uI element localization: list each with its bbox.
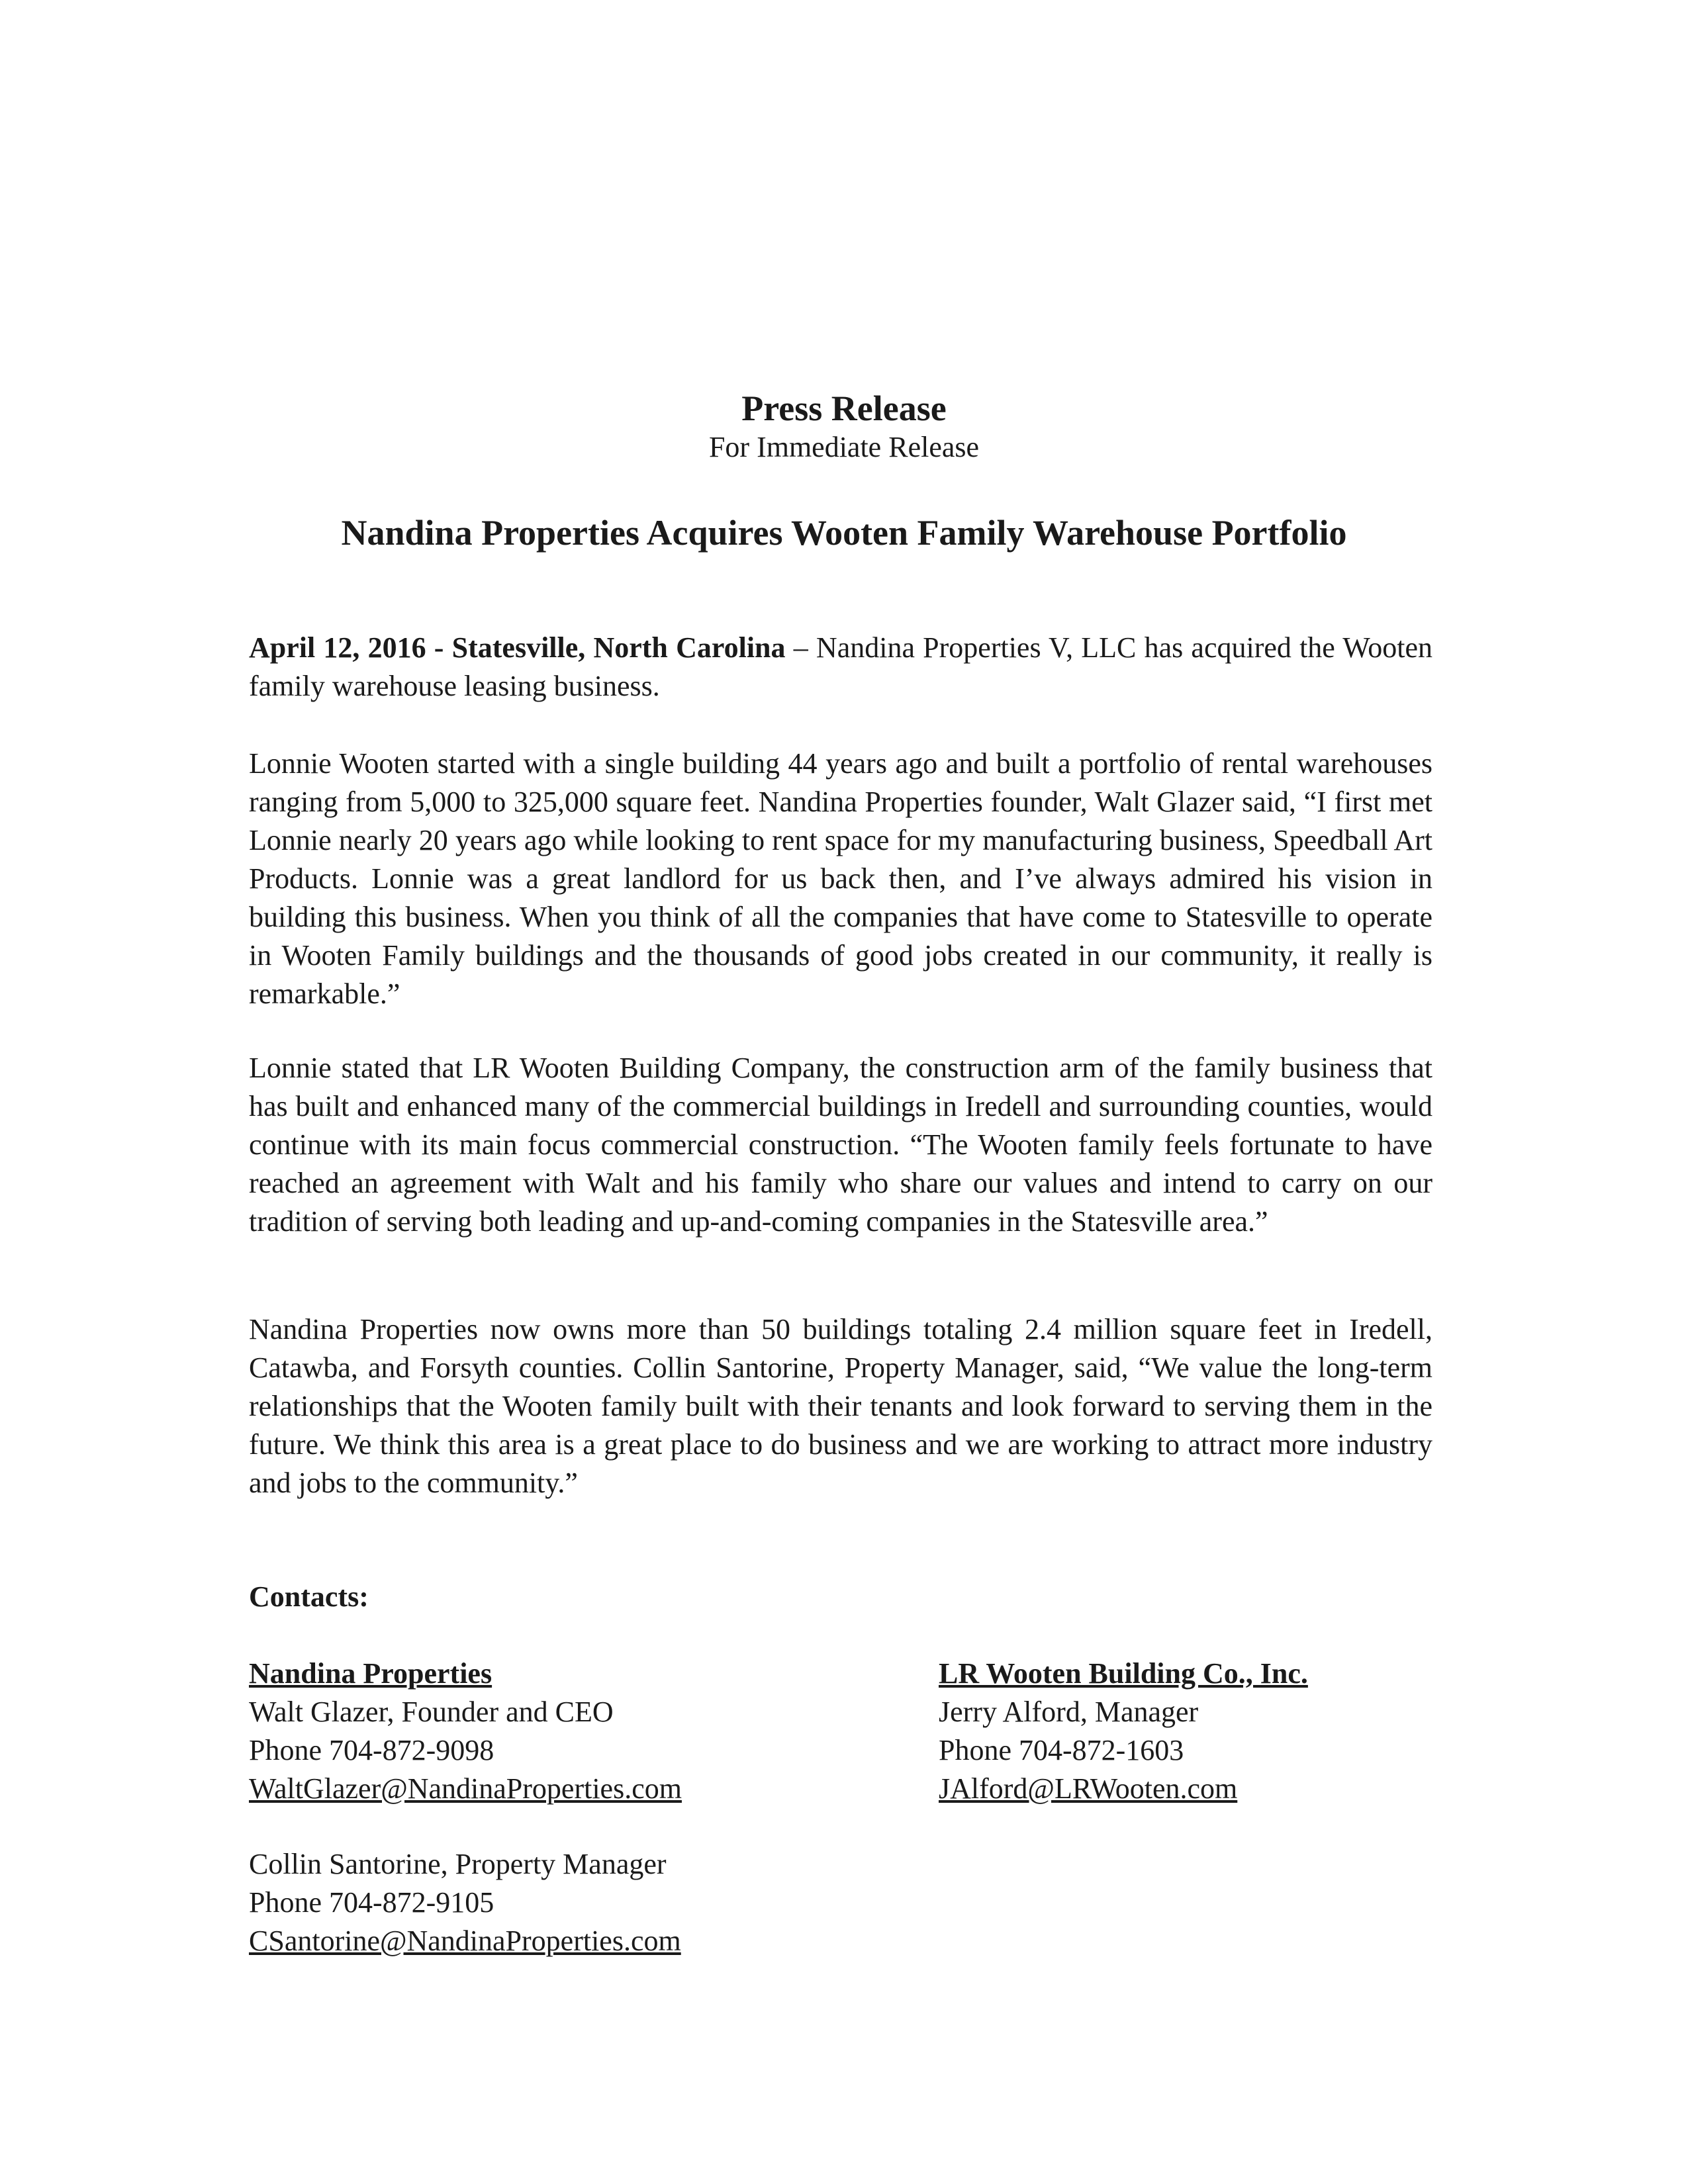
contact-nandina <box>249 1655 682 1808</box>
paragraph-2 <box>249 745 1432 1013</box>
contact-phone: Phone 704-872-9098 <box>249 1734 494 1766</box>
paragraph-4-text: Nandina Properties now owns more than 50 buildings totaling 2.4 million square feet in Iredell, Catawba, and Forsyth counties. Collin Santorine, Property Manager, said, “We value the long-term relationships that the Wooten family built with their tenants and look forward to serving them in the future. We think this area is a great place to do business and we are working to attract more industry and jobs to the community.” <box>249 1313 1432 1499</box>
paragraph-3 <box>249 1049 1432 1241</box>
contact-name: Collin Santorine, Property Manager <box>249 1848 667 1880</box>
contacts-heading: Contacts: <box>249 1580 369 1613</box>
contact-email-link[interactable]: CSantorine@NandinaProperties.com <box>249 1925 681 1957</box>
contact-org: Nandina Properties <box>249 1657 492 1690</box>
contact-name: Jerry Alford, Manager <box>939 1696 1199 1728</box>
contact-name: Walt Glazer, Founder and CEO <box>249 1696 614 1728</box>
paragraph-1-text: – Nandina Properties V, LLC has acquired the Wooten family warehouse leasing business. <box>249 631 1432 702</box>
paragraph-4 <box>249 1310 1432 1502</box>
document-title: Press Release <box>741 388 947 428</box>
contact-org: LR Wooten Building Co., Inc. <box>939 1657 1308 1690</box>
contact-wooten <box>939 1655 1308 1808</box>
paragraph-3-text: Lonnie stated that LR Wooten Building Company, the construction arm of the family business that has built and enhanced many of the commercial buildings in Iredell and surrounding counties, would continue with its main focus commercial construction. “The Wooten family feels fortunate to have reached an agreement with Walt and his family who share our values and intend to carry on our tradition of serving both leading and up-and-coming companies in the Statesville area.” <box>249 1052 1432 1238</box>
headline: Nandina Properties Acquires Wooten Family Warehouse Portfolio <box>341 513 1347 553</box>
contact-phone: Phone 704-872-9105 <box>249 1886 494 1919</box>
release-notice: For Immediate Release <box>708 431 980 463</box>
contact-email-link[interactable]: WaltGlazer@NandinaProperties.com <box>249 1772 682 1805</box>
contact-phone: Phone 704-872-1603 <box>939 1734 1184 1766</box>
dateline: April 12, 2016 - Statesville, North Carolina <box>249 631 786 664</box>
contact-nandina-manager <box>249 1845 681 1960</box>
paragraph-1 <box>249 629 1432 705</box>
paragraph-2-text: Lonnie Wooten started with a single building 44 years ago and built a portfolio of rental warehouses ranging from 5,000 to 325,000 square feet. Nandina Properties founder, Walt Glazer said, “I first met Lonnie nearly 20 years ago while looking to rent space for my manufacturing business, Speedball Art Products. Lonnie was a great landlord for us back then, and I’ve always admired his vision in building this business. When you think of all the companies that have come to Statesville to operate in Wooten Family buildings and the thousands of good jobs created in our community, it really is remarkable.” <box>249 747 1432 1010</box>
contact-email-link[interactable]: JAlford@LRWooten.com <box>939 1772 1238 1805</box>
